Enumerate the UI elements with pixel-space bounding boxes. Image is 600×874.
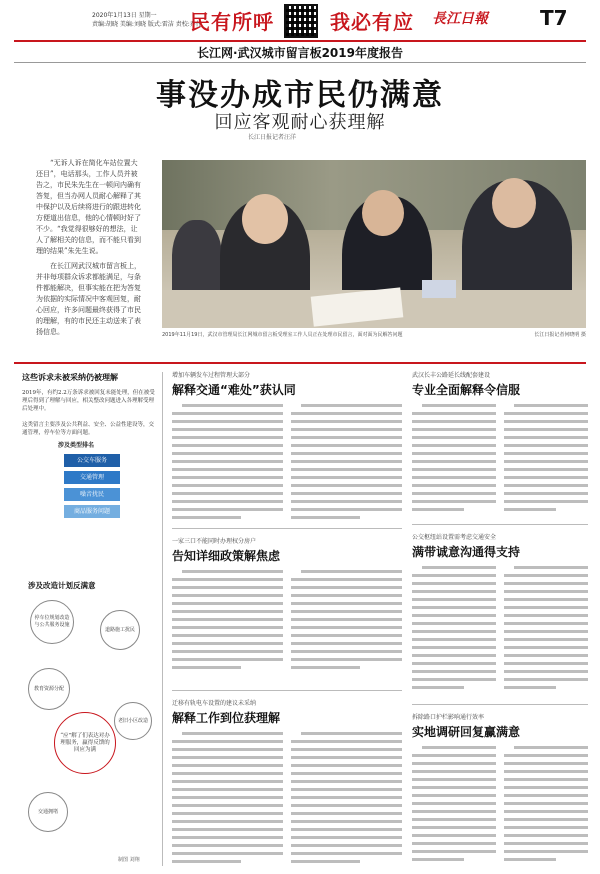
issue-date: 2020年1月13日 星期一	[92, 12, 157, 19]
text-line	[291, 828, 402, 831]
text-line	[412, 686, 464, 689]
text-line	[504, 646, 588, 649]
text-line	[172, 428, 283, 431]
text-line	[504, 508, 556, 511]
byline: 长江日报记者汪洋	[248, 134, 297, 141]
text-line	[172, 860, 241, 863]
text-line	[412, 850, 496, 853]
article-rule	[172, 690, 402, 691]
text-line	[172, 508, 283, 511]
text-line	[291, 756, 402, 759]
text-line	[291, 788, 402, 791]
text-line	[514, 404, 588, 407]
text-line	[172, 484, 283, 487]
photo-caption-text: 2019年11月19日，武汉市管理局长江网城市留言板受理室工作人员正在处理市民留言，面对面为民解答问题	[162, 332, 403, 338]
article-kicker: 一家三口不能同时办理权分房户	[172, 538, 257, 545]
text-line	[291, 642, 402, 645]
text-line	[172, 788, 283, 791]
article-headline: 实地调研回复赢满意	[412, 725, 521, 739]
text-line	[172, 852, 283, 855]
text-line	[412, 614, 496, 617]
article-headline: 专业全面解释令信服	[412, 383, 521, 397]
article-headline: 解释交通“难处”获认同	[172, 383, 296, 397]
article-kicker: 武汉长丰公路延长线配套建设	[412, 372, 491, 379]
rank-item: 噪音扰民	[64, 488, 120, 501]
text-line	[182, 404, 283, 407]
text-column	[291, 570, 402, 674]
text-line	[504, 436, 588, 439]
text-line	[504, 638, 588, 641]
text-line	[291, 650, 402, 653]
topic-bubble: 老旧小区改造	[114, 702, 152, 740]
text-line	[412, 590, 496, 593]
rank-title: 涉及类型排名	[58, 442, 95, 449]
text-line	[412, 420, 496, 423]
article	[412, 712, 588, 866]
text-line	[504, 468, 588, 471]
article-kicker: 迁移有轨电车设置的建议未采纳	[172, 700, 257, 707]
text-line	[504, 858, 556, 861]
article-body	[172, 732, 402, 868]
text-line	[412, 622, 496, 625]
text-line	[504, 850, 588, 853]
text-line	[504, 420, 588, 423]
text-line	[291, 602, 402, 605]
text-line	[172, 436, 283, 439]
qr-code-icon	[284, 4, 318, 38]
article-body	[412, 566, 588, 694]
text-line	[412, 444, 496, 447]
text-line	[291, 764, 402, 767]
text-line	[172, 578, 283, 581]
text-line	[412, 428, 496, 431]
text-line	[291, 748, 402, 751]
text-line	[504, 786, 588, 789]
article	[412, 532, 588, 694]
text-line	[291, 626, 402, 629]
topic-bubble: 教育资源分配	[28, 668, 70, 710]
text-line	[291, 796, 402, 799]
text-line	[504, 794, 588, 797]
text-line	[412, 778, 496, 781]
article-rule	[172, 528, 402, 529]
text-line	[172, 602, 283, 605]
intro-paragraph: 在长江网武汉城市留言板上，并非每项群众诉求都能满足，与条件都能解决，但事实能在把为答复为依据的实际情况中客观回复，耐心回应，许多问题最终获得了市民的理解，有的市民还主动送来了表扬信息。	[36, 262, 141, 336]
column-divider	[162, 372, 163, 866]
text-line	[291, 492, 402, 495]
text-line	[291, 618, 402, 621]
text-column	[504, 746, 588, 866]
text-line	[412, 810, 496, 813]
text-line	[172, 828, 283, 831]
text-line	[291, 412, 402, 415]
article-body	[172, 570, 402, 674]
text-line	[172, 748, 283, 751]
text-line	[291, 586, 402, 589]
photo-face	[492, 178, 536, 228]
text-line	[291, 610, 402, 613]
sidebar-heading: 这些诉求未被采纳仍被理解	[22, 373, 118, 382]
text-line	[412, 412, 496, 415]
text-line	[172, 756, 283, 759]
text-line	[301, 404, 402, 407]
rank-item: 公交车服务	[64, 454, 120, 467]
article	[412, 370, 588, 516]
text-column	[504, 566, 588, 694]
text-line	[172, 626, 283, 629]
text-line	[504, 582, 588, 585]
text-line	[291, 578, 402, 581]
text-line	[291, 804, 402, 807]
masthead	[0, 0, 600, 42]
text-line	[172, 444, 283, 447]
text-line	[412, 654, 496, 657]
text-line	[412, 786, 496, 789]
text-line	[504, 810, 588, 813]
text-line	[504, 412, 588, 415]
page-subtitle: 回应客观耐心获理解	[214, 112, 386, 133]
text-column	[172, 570, 283, 674]
text-line	[412, 606, 496, 609]
photo-phone	[422, 280, 456, 298]
text-line	[291, 516, 360, 519]
intro-text	[36, 158, 144, 342]
article-rule	[412, 704, 588, 705]
text-line	[504, 444, 588, 447]
text-line	[412, 492, 496, 495]
text-line	[412, 662, 496, 665]
text-line	[412, 770, 496, 773]
text-line	[504, 686, 556, 689]
sidebar-heading-2: 涉及改造计划反满意	[28, 581, 96, 590]
article	[172, 370, 402, 524]
text-line	[172, 468, 283, 471]
text-line	[182, 570, 283, 573]
text-line	[291, 740, 402, 743]
text-line	[291, 484, 402, 487]
text-line	[412, 678, 496, 681]
text-line	[412, 630, 496, 633]
text-line	[172, 772, 283, 775]
article-kicker: 增加车辆发车过程管理大部分	[172, 372, 251, 379]
article	[172, 698, 402, 868]
text-line	[504, 614, 588, 617]
article-headline: 告知详细政策解焦虑	[172, 549, 281, 563]
text-line	[504, 778, 588, 781]
article-body	[172, 404, 402, 524]
text-line	[291, 452, 402, 455]
text-line	[291, 860, 360, 863]
text-line	[172, 412, 283, 415]
text-line	[504, 654, 588, 657]
text-line	[291, 844, 402, 847]
text-line	[504, 574, 588, 577]
text-line	[412, 754, 496, 757]
text-line	[504, 492, 588, 495]
text-line	[412, 638, 496, 641]
text-line	[422, 404, 496, 407]
article-headline: 满带诚意沟通得支持	[412, 545, 521, 559]
editor-credits: 责编:胡晓 美编:刘晓 版式:雷洁 责校:乔伟	[92, 21, 202, 28]
topic-bubble: 停车位规划改造与公共服务设施	[30, 600, 74, 644]
photo-face	[362, 190, 404, 236]
photo-caption	[162, 331, 586, 338]
text-line	[412, 834, 496, 837]
lead-photo	[162, 160, 586, 328]
text-line	[504, 598, 588, 601]
text-line	[182, 732, 283, 735]
article-body	[412, 746, 588, 866]
text-line	[504, 826, 588, 829]
text-line	[504, 606, 588, 609]
text-line	[291, 852, 402, 855]
text-line	[172, 844, 283, 847]
text-line	[504, 428, 588, 431]
article-kicker: 公交枢纽站设置需考虑交通安全	[412, 534, 497, 541]
text-line	[172, 492, 283, 495]
text-column	[412, 404, 496, 516]
newspaper-logo: 長江日報	[432, 11, 488, 27]
text-line	[172, 586, 283, 589]
article-kicker: 拆除路口护栏影响通行效率	[412, 714, 485, 721]
article-body	[412, 404, 588, 516]
text-line	[412, 598, 496, 601]
text-column	[172, 732, 283, 868]
text-line	[172, 618, 283, 621]
text-line	[172, 812, 283, 815]
text-line	[291, 836, 402, 839]
text-line	[291, 780, 402, 783]
text-line	[412, 826, 496, 829]
text-line	[412, 858, 464, 861]
text-column	[504, 404, 588, 516]
rank-item: 交通管理	[64, 471, 120, 484]
text-line	[172, 804, 283, 807]
text-line	[504, 662, 588, 665]
text-line	[291, 460, 402, 463]
text-line	[172, 666, 241, 669]
text-line	[172, 650, 283, 653]
text-line	[412, 670, 496, 673]
text-line	[172, 796, 283, 799]
text-line	[504, 590, 588, 593]
text-line	[291, 594, 402, 597]
text-line	[504, 818, 588, 821]
text-line	[504, 460, 588, 463]
text-line	[291, 658, 402, 661]
text-line	[172, 740, 283, 743]
rank-item: 商品服务问题	[64, 505, 120, 518]
sidebar-text: 2019年，有约2.2万条诉求被回复未能处理，但在被受理后得到了理解与回应，相关整改问题进入各理解受理后处理中。	[22, 390, 155, 412]
banner-rule	[14, 62, 586, 63]
text-line	[172, 820, 283, 823]
text-line	[504, 452, 588, 455]
text-line	[504, 500, 588, 503]
text-line	[291, 436, 402, 439]
topic-bubble: 交通拥堵	[28, 792, 68, 832]
text-line	[172, 780, 283, 783]
photo-face	[242, 194, 288, 244]
sidebar-infographic	[22, 372, 156, 866]
page-title: 事没办成市民仍满意	[156, 78, 444, 113]
text-line	[412, 794, 496, 797]
text-line	[291, 634, 402, 637]
text-line	[291, 508, 402, 511]
photo-credit: 长江日报记者何晓明 摄	[534, 332, 586, 338]
text-line	[412, 582, 496, 585]
section-banner: 长江网·武汉城市留言板2019年度报告	[197, 46, 403, 60]
text-line	[172, 476, 283, 479]
masthead-rule	[14, 40, 586, 42]
text-line	[412, 476, 496, 479]
text-column	[412, 566, 496, 694]
text-column	[172, 404, 283, 524]
text-line	[301, 732, 402, 735]
text-line	[412, 646, 496, 649]
text-column	[291, 732, 402, 868]
text-line	[291, 820, 402, 823]
text-line	[504, 834, 588, 837]
text-line	[412, 842, 496, 845]
text-line	[514, 746, 588, 749]
text-line	[422, 746, 496, 749]
text-line	[172, 634, 283, 637]
text-line	[504, 630, 588, 633]
text-line	[504, 476, 588, 479]
photo-person	[172, 220, 222, 300]
text-line	[172, 836, 283, 839]
text-line	[504, 802, 588, 805]
text-line	[412, 762, 496, 765]
text-line	[172, 642, 283, 645]
page-number: T7	[540, 6, 568, 30]
text-line	[301, 570, 402, 573]
text-line	[412, 818, 496, 821]
text-line	[504, 622, 588, 625]
article-headline: 解释工作到位获理解	[172, 711, 281, 725]
article-rule	[412, 524, 588, 525]
text-line	[412, 500, 496, 503]
text-line	[291, 420, 402, 423]
text-line	[172, 764, 283, 767]
graphic-credit: 制图 刘翔	[118, 857, 140, 863]
text-line	[172, 452, 283, 455]
topic-bubble: 道路施工扰民	[100, 610, 140, 650]
text-line	[412, 468, 496, 471]
text-line	[412, 574, 496, 577]
text-line	[291, 772, 402, 775]
text-line	[504, 670, 588, 673]
text-line	[172, 594, 283, 597]
text-line	[172, 500, 283, 503]
text-column	[412, 746, 496, 866]
text-line	[172, 460, 283, 463]
text-line	[514, 566, 588, 569]
text-line	[504, 754, 588, 757]
text-line	[291, 812, 402, 815]
text-line	[291, 468, 402, 471]
slogan-right: 我必有应	[330, 10, 414, 34]
text-line	[412, 452, 496, 455]
text-line	[422, 566, 496, 569]
center-bubble: “应”解了们表达对办理服务，赢得反馈的回应为满	[54, 712, 116, 774]
section-rule	[14, 362, 586, 364]
text-line	[504, 770, 588, 773]
text-line	[504, 678, 588, 681]
text-line	[412, 802, 496, 805]
text-line	[291, 476, 402, 479]
text-line	[291, 500, 402, 503]
sidebar-text: 这类留言主要涉及公共利益、安全、公益性建设等，交通管理，停车位等方面问题。	[22, 422, 155, 436]
text-line	[291, 666, 360, 669]
text-column	[291, 404, 402, 524]
text-line	[172, 658, 283, 661]
text-line	[412, 508, 464, 511]
text-line	[291, 444, 402, 447]
text-line	[412, 460, 496, 463]
text-line	[172, 516, 241, 519]
text-line	[504, 842, 588, 845]
text-line	[412, 484, 496, 487]
article	[172, 536, 402, 674]
slogan-left: 民有所呼	[190, 10, 274, 34]
text-line	[504, 762, 588, 765]
text-line	[412, 436, 496, 439]
intro-paragraph: “无诉人诉在简化车站位置大还目”，电话那头，工作人员并被告之，市民朱先生在一顿问内确有答复，但当办网人员耐心解释了其中保护以及后续将进行的跟进转化方便道出信息，他的心情顿时好了不少。“我觉得很够好的想法，让人了解相关的信息，而不能只看到理的结果”朱先生说。	[36, 159, 141, 255]
text-line	[172, 610, 283, 613]
text-line	[291, 428, 402, 431]
text-line	[172, 420, 283, 423]
text-line	[504, 484, 588, 487]
